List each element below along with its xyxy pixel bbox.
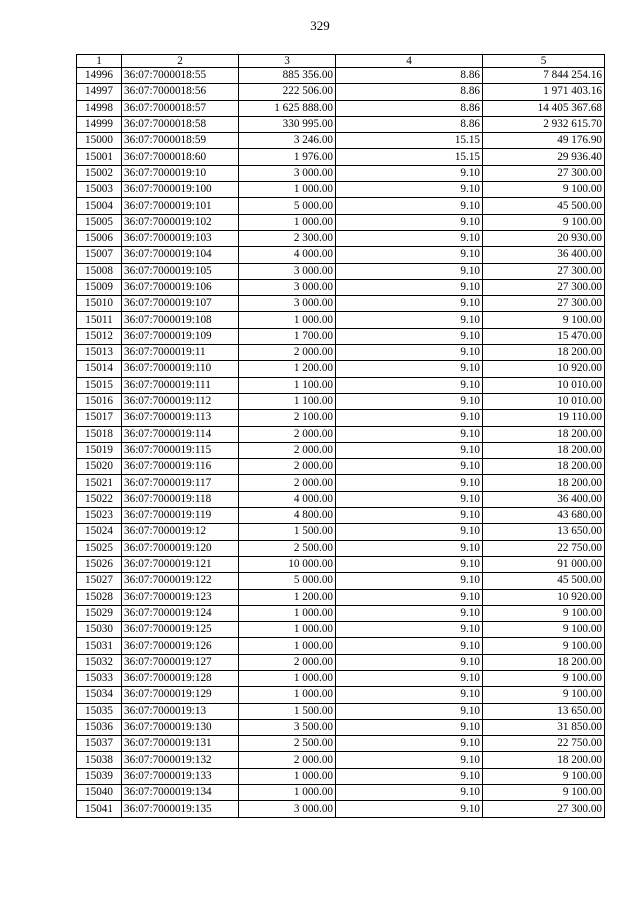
rate-cell: 9.10 (336, 785, 483, 801)
cadastral-number-cell: 36:07:7000019:103 (122, 230, 239, 246)
cadastral-number-cell: 36:07:7000019:134 (122, 785, 239, 801)
row-number-cell: 15003 (77, 182, 122, 198)
rate-cell: 9.10 (336, 377, 483, 393)
rate-cell: 9.10 (336, 540, 483, 556)
rate-cell: 9.10 (336, 638, 483, 654)
cadastral-number-cell: 36:07:7000019:110 (122, 361, 239, 377)
value-cell: 18 200.00 (483, 752, 605, 768)
rate-cell: 9.10 (336, 198, 483, 214)
area-cell: 330 995.00 (239, 116, 336, 132)
table-row (77, 198, 605, 214)
table-header-row (77, 55, 605, 68)
table-row (77, 100, 605, 116)
rate-cell: 9.10 (336, 263, 483, 279)
value-cell: 22 750.00 (483, 736, 605, 752)
area-cell: 10 000.00 (239, 556, 336, 572)
cadastral-number-cell: 36:07:7000019:132 (122, 752, 239, 768)
row-number-cell: 15015 (77, 377, 122, 393)
table-row (77, 703, 605, 719)
cadastral-number-cell: 36:07:7000018:55 (122, 68, 239, 84)
value-cell: 27 300.00 (483, 296, 605, 312)
rate-cell: 9.10 (336, 214, 483, 230)
table-row (77, 149, 605, 165)
area-cell: 3 000.00 (239, 296, 336, 312)
rate-cell: 9.10 (336, 279, 483, 295)
area-cell: 1 200.00 (239, 589, 336, 605)
cadastral-number-cell: 36:07:7000019:102 (122, 214, 239, 230)
cadastral-number-cell: 36:07:7000019:101 (122, 198, 239, 214)
row-number-cell: 15022 (77, 491, 122, 507)
rate-cell: 9.10 (336, 719, 483, 735)
rate-cell: 9.10 (336, 328, 483, 344)
rate-cell: 9.10 (336, 573, 483, 589)
cadastral-number-cell: 36:07:7000019:131 (122, 736, 239, 752)
rate-cell: 8.86 (336, 116, 483, 132)
area-cell: 5 000.00 (239, 573, 336, 589)
area-cell: 2 000.00 (239, 426, 336, 442)
rate-cell: 9.10 (336, 508, 483, 524)
column-header: 1 (77, 55, 122, 68)
table-row (77, 670, 605, 686)
area-cell: 2 300.00 (239, 230, 336, 246)
cadastral-number-cell: 36:07:7000018:60 (122, 149, 239, 165)
table-row (77, 556, 605, 572)
cadastral-number-cell: 36:07:7000019:109 (122, 328, 239, 344)
table-row (77, 736, 605, 752)
row-number-cell: 15002 (77, 165, 122, 181)
value-cell: 18 200.00 (483, 442, 605, 458)
value-cell: 9 100.00 (483, 622, 605, 638)
row-number-cell: 15036 (77, 719, 122, 735)
cadastral-number-cell: 36:07:7000019:116 (122, 459, 239, 475)
table-row (77, 182, 605, 198)
value-cell: 13 650.00 (483, 703, 605, 719)
rate-cell: 9.10 (336, 442, 483, 458)
table-row (77, 133, 605, 149)
table-row (77, 312, 605, 328)
row-number-cell: 15019 (77, 442, 122, 458)
value-cell: 9 100.00 (483, 670, 605, 686)
table-row (77, 540, 605, 556)
row-number-cell: 15000 (77, 133, 122, 149)
table-row (77, 491, 605, 507)
cadastral-number-cell: 36:07:7000019:120 (122, 540, 239, 556)
value-cell: 18 200.00 (483, 459, 605, 475)
table-row (77, 263, 605, 279)
table-row (77, 247, 605, 263)
rate-cell: 9.10 (336, 768, 483, 784)
column-header: 2 (122, 55, 239, 68)
cadastral-number-cell: 36:07:7000019:122 (122, 573, 239, 589)
value-cell: 22 750.00 (483, 540, 605, 556)
cadastral-number-cell: 36:07:7000019:13 (122, 703, 239, 719)
cadastral-number-cell: 36:07:7000019:133 (122, 768, 239, 784)
area-cell: 4 000.00 (239, 491, 336, 507)
table-row (77, 573, 605, 589)
column-header: 5 (483, 55, 605, 68)
row-number-cell: 15035 (77, 703, 122, 719)
row-number-cell: 14996 (77, 68, 122, 84)
cadastral-number-cell: 36:07:7000019:130 (122, 719, 239, 735)
area-cell: 1 100.00 (239, 393, 336, 409)
table-row (77, 296, 605, 312)
value-cell: 49 176.90 (483, 133, 605, 149)
rate-cell: 9.10 (336, 752, 483, 768)
table-row (77, 230, 605, 246)
rate-cell: 9.10 (336, 622, 483, 638)
cadastral-number-cell: 36:07:7000019:118 (122, 491, 239, 507)
data-table (76, 54, 605, 818)
rate-cell: 9.10 (336, 426, 483, 442)
row-number-cell: 15025 (77, 540, 122, 556)
table-row (77, 785, 605, 801)
value-cell: 14 405 367.68 (483, 100, 605, 116)
table-row (77, 524, 605, 540)
row-number-cell: 15008 (77, 263, 122, 279)
value-cell: 18 200.00 (483, 475, 605, 491)
row-number-cell: 15007 (77, 247, 122, 263)
area-cell: 5 000.00 (239, 198, 336, 214)
value-cell: 15 470.00 (483, 328, 605, 344)
value-cell: 18 200.00 (483, 345, 605, 361)
cadastral-number-cell: 36:07:7000019:124 (122, 605, 239, 621)
row-number-cell: 15041 (77, 801, 122, 817)
cadastral-number-cell: 36:07:7000019:121 (122, 556, 239, 572)
cadastral-number-cell: 36:07:7000019:113 (122, 410, 239, 426)
area-cell: 2 000.00 (239, 752, 336, 768)
row-number-cell: 15006 (77, 230, 122, 246)
area-cell: 1 000.00 (239, 638, 336, 654)
rate-cell: 9.10 (336, 230, 483, 246)
rate-cell: 8.86 (336, 100, 483, 116)
table-row (77, 165, 605, 181)
table-row (77, 768, 605, 784)
area-cell: 222 506.00 (239, 84, 336, 100)
rate-cell: 9.10 (336, 296, 483, 312)
rate-cell: 9.10 (336, 459, 483, 475)
rate-cell: 9.10 (336, 670, 483, 686)
area-cell: 3 000.00 (239, 279, 336, 295)
cadastral-number-cell: 36:07:7000018:59 (122, 133, 239, 149)
area-cell: 3 500.00 (239, 719, 336, 735)
area-cell: 2 500.00 (239, 540, 336, 556)
table-row (77, 459, 605, 475)
value-cell: 9 100.00 (483, 768, 605, 784)
rate-cell: 9.10 (336, 491, 483, 507)
cadastral-number-cell: 36:07:7000019:115 (122, 442, 239, 458)
rate-cell: 9.10 (336, 703, 483, 719)
area-cell: 4 000.00 (239, 247, 336, 263)
cadastral-number-cell: 36:07:7000019:123 (122, 589, 239, 605)
value-cell: 91 000.00 (483, 556, 605, 572)
row-number-cell: 15011 (77, 312, 122, 328)
rate-cell: 9.10 (336, 687, 483, 703)
cadastral-number-cell: 36:07:7000019:107 (122, 296, 239, 312)
cadastral-number-cell: 36:07:7000019:104 (122, 247, 239, 263)
table-row (77, 719, 605, 735)
value-cell: 9 100.00 (483, 638, 605, 654)
cadastral-number-cell: 36:07:7000019:128 (122, 670, 239, 686)
rate-cell: 9.10 (336, 247, 483, 263)
row-number-cell: 15039 (77, 768, 122, 784)
row-number-cell: 15037 (77, 736, 122, 752)
row-number-cell: 15001 (77, 149, 122, 165)
value-cell: 1 971 403.16 (483, 84, 605, 100)
cadastral-number-cell: 36:07:7000019:112 (122, 393, 239, 409)
cadastral-number-cell: 36:07:7000018:58 (122, 116, 239, 132)
row-number-cell: 15031 (77, 638, 122, 654)
rate-cell: 8.86 (336, 68, 483, 84)
rate-cell: 9.10 (336, 182, 483, 198)
area-cell: 1 000.00 (239, 622, 336, 638)
value-cell: 27 300.00 (483, 263, 605, 279)
page-number: 329 (310, 18, 330, 33)
value-cell: 20 930.00 (483, 230, 605, 246)
table-row (77, 426, 605, 442)
table-row (77, 622, 605, 638)
row-number-cell: 15005 (77, 214, 122, 230)
row-number-cell: 15009 (77, 279, 122, 295)
value-cell: 9 100.00 (483, 182, 605, 198)
row-number-cell: 15012 (77, 328, 122, 344)
area-cell: 1 000.00 (239, 312, 336, 328)
value-cell: 19 110.00 (483, 410, 605, 426)
cadastral-number-cell: 36:07:7000019:10 (122, 165, 239, 181)
area-cell: 2 000.00 (239, 459, 336, 475)
row-number-cell: 15021 (77, 475, 122, 491)
cadastral-number-cell: 36:07:7000019:106 (122, 279, 239, 295)
value-cell: 27 300.00 (483, 801, 605, 817)
area-cell: 1 000.00 (239, 785, 336, 801)
rate-cell: 9.10 (336, 410, 483, 426)
table-row (77, 410, 605, 426)
rate-cell: 9.10 (336, 605, 483, 621)
cadastral-number-cell: 36:07:7000019:126 (122, 638, 239, 654)
cadastral-number-cell: 36:07:7000019:100 (122, 182, 239, 198)
value-cell: 9 100.00 (483, 214, 605, 230)
rate-cell: 9.10 (336, 165, 483, 181)
value-cell: 9 100.00 (483, 785, 605, 801)
rate-cell: 9.10 (336, 736, 483, 752)
rate-cell: 15.15 (336, 133, 483, 149)
table-row (77, 605, 605, 621)
row-number-cell: 14999 (77, 116, 122, 132)
column-header: 4 (336, 55, 483, 68)
table-row (77, 279, 605, 295)
value-cell: 43 680.00 (483, 508, 605, 524)
rate-cell: 8.86 (336, 84, 483, 100)
table-row (77, 654, 605, 670)
cadastral-number-cell: 36:07:7000019:111 (122, 377, 239, 393)
value-cell: 36 400.00 (483, 491, 605, 507)
area-cell: 1 976.00 (239, 149, 336, 165)
row-number-cell: 15020 (77, 459, 122, 475)
area-cell: 2 000.00 (239, 654, 336, 670)
rate-cell: 9.10 (336, 556, 483, 572)
row-number-cell: 15004 (77, 198, 122, 214)
row-number-cell: 15014 (77, 361, 122, 377)
area-cell: 3 000.00 (239, 801, 336, 817)
cadastral-number-cell: 36:07:7000018:57 (122, 100, 239, 116)
area-cell: 1 000.00 (239, 670, 336, 686)
value-cell: 7 844 254.16 (483, 68, 605, 84)
row-number-cell: 15040 (77, 785, 122, 801)
value-cell: 10 920.00 (483, 361, 605, 377)
cadastral-number-cell: 36:07:7000019:105 (122, 263, 239, 279)
value-cell: 45 500.00 (483, 198, 605, 214)
value-cell: 18 200.00 (483, 654, 605, 670)
value-cell: 9 100.00 (483, 687, 605, 703)
value-cell: 18 200.00 (483, 426, 605, 442)
cadastral-number-cell: 36:07:7000019:135 (122, 801, 239, 817)
cadastral-number-cell: 36:07:7000019:114 (122, 426, 239, 442)
area-cell: 1 625 888.00 (239, 100, 336, 116)
row-number-cell: 15029 (77, 605, 122, 621)
rate-cell: 9.10 (336, 524, 483, 540)
table-row (77, 116, 605, 132)
value-cell: 29 936.40 (483, 149, 605, 165)
table-row (77, 361, 605, 377)
row-number-cell: 15023 (77, 508, 122, 524)
cadastral-number-cell: 36:07:7000019:108 (122, 312, 239, 328)
area-cell: 1 500.00 (239, 524, 336, 540)
value-cell: 10 010.00 (483, 377, 605, 393)
table-row (77, 801, 605, 817)
row-number-cell: 15028 (77, 589, 122, 605)
row-number-cell: 15027 (77, 573, 122, 589)
cadastral-number-cell: 36:07:7000019:129 (122, 687, 239, 703)
area-cell: 885 356.00 (239, 68, 336, 84)
table-row (77, 84, 605, 100)
row-number-cell: 15030 (77, 622, 122, 638)
value-cell: 36 400.00 (483, 247, 605, 263)
area-cell: 3 246.00 (239, 133, 336, 149)
area-cell: 1 700.00 (239, 328, 336, 344)
area-cell: 1 000.00 (239, 768, 336, 784)
rate-cell: 9.10 (336, 589, 483, 605)
value-cell: 9 100.00 (483, 605, 605, 621)
area-cell: 2 000.00 (239, 345, 336, 361)
row-number-cell: 15026 (77, 556, 122, 572)
value-cell: 9 100.00 (483, 312, 605, 328)
cadastral-number-cell: 36:07:7000018:56 (122, 84, 239, 100)
rate-cell: 9.10 (336, 393, 483, 409)
rate-cell: 9.10 (336, 475, 483, 491)
cadastral-number-cell: 36:07:7000019:119 (122, 508, 239, 524)
value-cell: 31 850.00 (483, 719, 605, 735)
value-cell: 45 500.00 (483, 573, 605, 589)
table-row (77, 68, 605, 84)
row-number-cell: 15033 (77, 670, 122, 686)
cadastral-number-cell: 36:07:7000019:117 (122, 475, 239, 491)
rate-cell: 15.15 (336, 149, 483, 165)
area-cell: 2 000.00 (239, 442, 336, 458)
area-cell: 1 000.00 (239, 605, 336, 621)
area-cell: 1 000.00 (239, 214, 336, 230)
table-row (77, 214, 605, 230)
table-row (77, 345, 605, 361)
table-row (77, 752, 605, 768)
area-cell: 1 100.00 (239, 377, 336, 393)
table-row (77, 508, 605, 524)
rate-cell: 9.10 (336, 361, 483, 377)
row-number-cell: 15017 (77, 410, 122, 426)
cadastral-number-cell: 36:07:7000019:127 (122, 654, 239, 670)
cadastral-number-cell: 36:07:7000019:11 (122, 345, 239, 361)
value-cell: 10 010.00 (483, 393, 605, 409)
table-row (77, 687, 605, 703)
row-number-cell: 15034 (77, 687, 122, 703)
row-number-cell: 15038 (77, 752, 122, 768)
value-cell: 27 300.00 (483, 279, 605, 295)
value-cell: 2 932 615.70 (483, 116, 605, 132)
rate-cell: 9.10 (336, 312, 483, 328)
column-header: 3 (239, 55, 336, 68)
rate-cell: 9.10 (336, 801, 483, 817)
cadastral-number-cell: 36:07:7000019:12 (122, 524, 239, 540)
value-cell: 10 920.00 (483, 589, 605, 605)
table-row (77, 377, 605, 393)
row-number-cell: 15032 (77, 654, 122, 670)
row-number-cell: 15010 (77, 296, 122, 312)
row-number-cell: 14998 (77, 100, 122, 116)
table-row (77, 328, 605, 344)
table-row (77, 442, 605, 458)
row-number-cell: 15024 (77, 524, 122, 540)
area-cell: 2 500.00 (239, 736, 336, 752)
value-cell: 27 300.00 (483, 165, 605, 181)
area-cell: 1 500.00 (239, 703, 336, 719)
area-cell: 1 000.00 (239, 687, 336, 703)
area-cell: 1 200.00 (239, 361, 336, 377)
cadastral-number-cell: 36:07:7000019:125 (122, 622, 239, 638)
row-number-cell: 15013 (77, 345, 122, 361)
area-cell: 2 100.00 (239, 410, 336, 426)
table-row (77, 589, 605, 605)
area-cell: 4 800.00 (239, 508, 336, 524)
area-cell: 1 000.00 (239, 182, 336, 198)
row-number-cell: 14997 (77, 84, 122, 100)
area-cell: 3 000.00 (239, 263, 336, 279)
rate-cell: 9.10 (336, 654, 483, 670)
value-cell: 13 650.00 (483, 524, 605, 540)
row-number-cell: 15018 (77, 426, 122, 442)
area-cell: 3 000.00 (239, 165, 336, 181)
row-number-cell: 15016 (77, 393, 122, 409)
table-row (77, 638, 605, 654)
rate-cell: 9.10 (336, 345, 483, 361)
area-cell: 2 000.00 (239, 475, 336, 491)
table-row (77, 393, 605, 409)
table-row (77, 475, 605, 491)
